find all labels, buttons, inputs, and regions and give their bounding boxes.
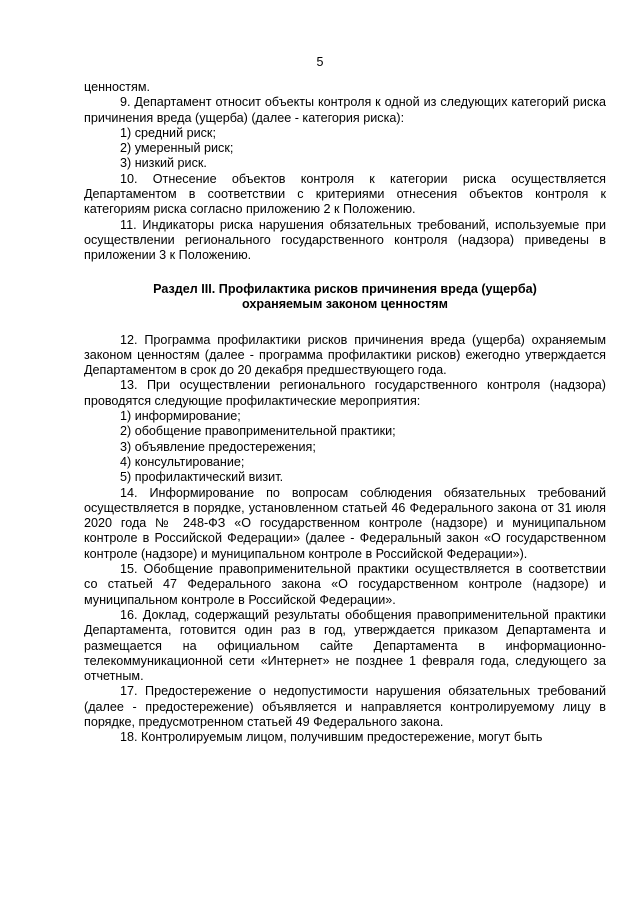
list-item: 2) обобщение правоприменительной практики; [120, 424, 396, 439]
paragraph-17: 17. Предостережение о недопустимости нарушения обязательных требований (далее - предостережение) объявляется и направляется контролируемому лицу в порядке, предусмотренном статьей 49 Федерального закона. [84, 684, 606, 729]
document-body [84, 80, 606, 746]
list-item: 5) профилактический визит. [120, 470, 284, 485]
paragraph-10: 10. Отнесение объектов контроля к категории риска осуществляется Департаментом в соответствии с критериями отнесения объектов контроля к категориям риска согласно приложению 2 к Положению. [84, 171, 606, 217]
section-heading-line1: Раздел III. Профилактика рисков причинения вреда (ущерба) [153, 281, 537, 296]
list-item: 1) информирование; [120, 409, 241, 424]
list-item: 2) умеренный риск; [120, 141, 234, 156]
paragraph-continuation: ценностям. [84, 80, 151, 94]
paragraph-12: 12. Программа профилактики рисков причинения вреда (ущерба) охраняемым законом ценностям (далее - программа профилактики рисков) ежегодно утверждается Департаментом в срок до 20 декабря предшествующего года. [84, 332, 606, 378]
paragraph-9: 9. Департамент относит объекты контроля к одной из следующих категорий риска причинения вреда (ущерба) (далее - категория риска): [84, 95, 606, 125]
paragraph-15: 15. Обобщение правоприменительной практики осуществляется в соответствии со статьей 47 Федерального закона «О государственном контроле (надзоре) и муниципальном контроле в Российской Федерации». [84, 562, 606, 607]
list-item: 1) средний риск; [120, 125, 216, 140]
page-number: 5 [316, 55, 324, 69]
list-item: 3) низкий риск. [120, 156, 207, 171]
paragraph-16: 16. Доклад, содержащий результаты обобщения правоприменительной практики Департамента, готовится один раз в год, утверждается приказом Департамента и размещается на официальном сайте Департамента в информационно-телекоммуникационной сети «Интернет» не позднее 1 февраля года, следующего за отчетным. [84, 607, 606, 684]
paragraph-14: 14. Информирование по вопросам соблюдения обязательных требований осуществляется в порядке, установленном статьей 46 Федерального закона от 31 июля 2020 года № 248-ФЗ «О государственном контроле (надзоре) и муниципальном контроле в Российской Федерации» (далее - Федеральный закон «О государственном контроле (надзоре) и муниципальном контроле в Российской Федерации»). [84, 485, 606, 561]
list-item: 4) консультирование; [120, 454, 245, 469]
paragraph-11: 11. Индикаторы риска нарушения обязательных требований, используемые при осуществлении регионального государственного контроля (надзора) приведены в приложении 3 к Положению. [84, 217, 606, 263]
list-item: 3) объявление предостережения; [120, 439, 316, 454]
paragraph-13: 13. При осуществлении регионального государственного контроля (надзора) проводятся следующие профилактические мероприятия: [84, 378, 606, 408]
paragraph-18: 18. Контролируемым лицом, получившим предостережение, могут быть [120, 730, 543, 745]
section-heading-line2: охраняемым законом ценностям [242, 297, 448, 312]
section-heading [84, 282, 606, 313]
